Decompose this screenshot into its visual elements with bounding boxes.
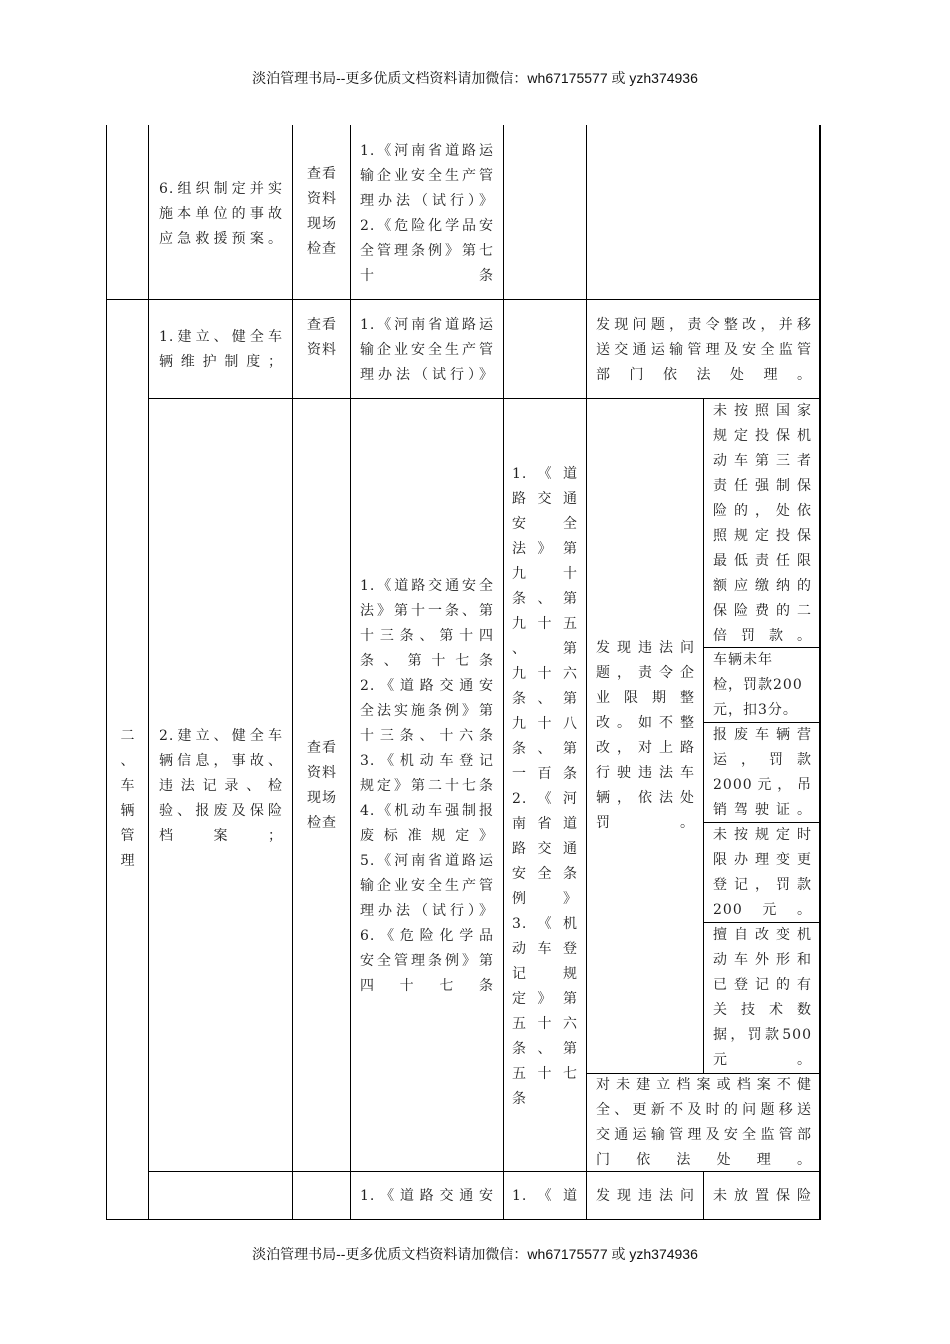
row4-handling: 发现违法问: [596, 1188, 695, 1204]
category-vehicle-management: 二 、 车 辆 管 理: [120, 728, 136, 869]
row2-legal-basis: 1.《河南省道路运 输企业安全生产管 理办法（试行）》: [360, 317, 494, 383]
row4-penalty-basis: 1.《道: [512, 1188, 578, 1204]
penalty-scrapped-vehicle: 报废车辆营 运，罚款 2000元，吊 销驾驶证。: [713, 727, 812, 818]
row3-penalty-basis: 1.《道 路交通 安全 法》第 九十 条、第 九十五 、第 九十六 条、第 九十八 条、第 一百条 2.《河 南省道 路交通 安全条 例》 3.《机 动车登 记规 定》第 五十六 条、第 五十七 条: [512, 466, 578, 1107]
page-footer: 淡泊管理书局--更多优质文档资料请加微信：wh67175577 或 yzh374936: [252, 1246, 698, 1262]
table-border-bottom: [106, 1219, 821, 1220]
row3-legal-basis: 1.《道路交通安全 法》第十一条、第 十三条、第十四 条、第十七条 2.《道路交通安 全法实施条例》第 十三条、十六条 3.《机动车登记 规定》第二十七条 4.《机动车强制报 废标准规定》 5.《河南省道路运 输企业安全生产管 理办法（试行）》 6.《危险化学品 安全管理条例》第 四十七条: [360, 578, 494, 994]
column-divider: [148, 125, 149, 1220]
row3-check-item: 2.建立、健全车 辆信息，事故、 违法记录、检 验、报废及保险 档案；: [159, 728, 283, 844]
row-divider: [106, 299, 821, 300]
column-divider: [292, 125, 293, 1220]
row3-handling: 发现违法问 题，责令企 业限期整 改。如不整 改，对上路 行驶违法车 辆，依法处 罚。: [596, 640, 695, 831]
row3-archive-handling: 对未建立档案或档案不健 全、更新不及时的问题移送 交通运输管理及安全监管部 门依法处理。: [596, 1077, 812, 1168]
row1-check-method: 查看 资料 现场 检查: [307, 166, 337, 257]
table-border-left: [106, 125, 107, 1220]
penalty-no-insurance: 未按照国家 规定投保机 动车第三者 责任强制保 险的，处依 照规定投保 最低责任限 额应缴纳的 保险费的二 倍罚款。: [713, 403, 812, 644]
inspection-table: [106, 125, 821, 1220]
column-divider: [703, 1171, 704, 1220]
row1-check-item: 6.组织制定并实 施本单位的事故 应急救援预案。: [159, 181, 283, 247]
column-divider: [503, 125, 504, 1220]
row2-check-method: 查看 资料: [307, 317, 337, 358]
penalty-no-annual-inspection: 车辆未年 检，罚款200 元，扣3分。: [713, 652, 803, 718]
column-divider: [586, 125, 587, 1220]
penalty-registration-change: 未按规定时 限办理变更 登记，罚款 200元。: [713, 827, 812, 918]
row2-handling: 发现问题，责令整改，并移 送交通运输管理及安全监管 部门依法处理。: [596, 317, 812, 383]
penalty-vehicle-modification: 擅自改变机 动车外形和 已登记的有 关技术数 据，罚款500 元。: [713, 927, 812, 1068]
row3-check-method: 查看 资料 现场 检查: [307, 740, 337, 831]
table-border-right: [819, 125, 821, 1220]
row2-check-item: 1.建立、健全车 辆维护制度；: [159, 329, 283, 370]
page-header: 淡泊管理书局--更多优质文档资料请加微信：wh67175577 或 yzh374936: [252, 70, 698, 86]
column-divider: [350, 125, 351, 1220]
row4-penalty: 未放置保险: [713, 1188, 812, 1204]
row4-legal-basis: 1.《道路交通安: [360, 1188, 494, 1204]
column-divider: [703, 398, 704, 1073]
row1-legal-basis: 1.《河南省道路运 输企业安全生产管 理办法（试行）》 2.《危险化学品安 全管理条例》第七 十条: [360, 143, 494, 284]
